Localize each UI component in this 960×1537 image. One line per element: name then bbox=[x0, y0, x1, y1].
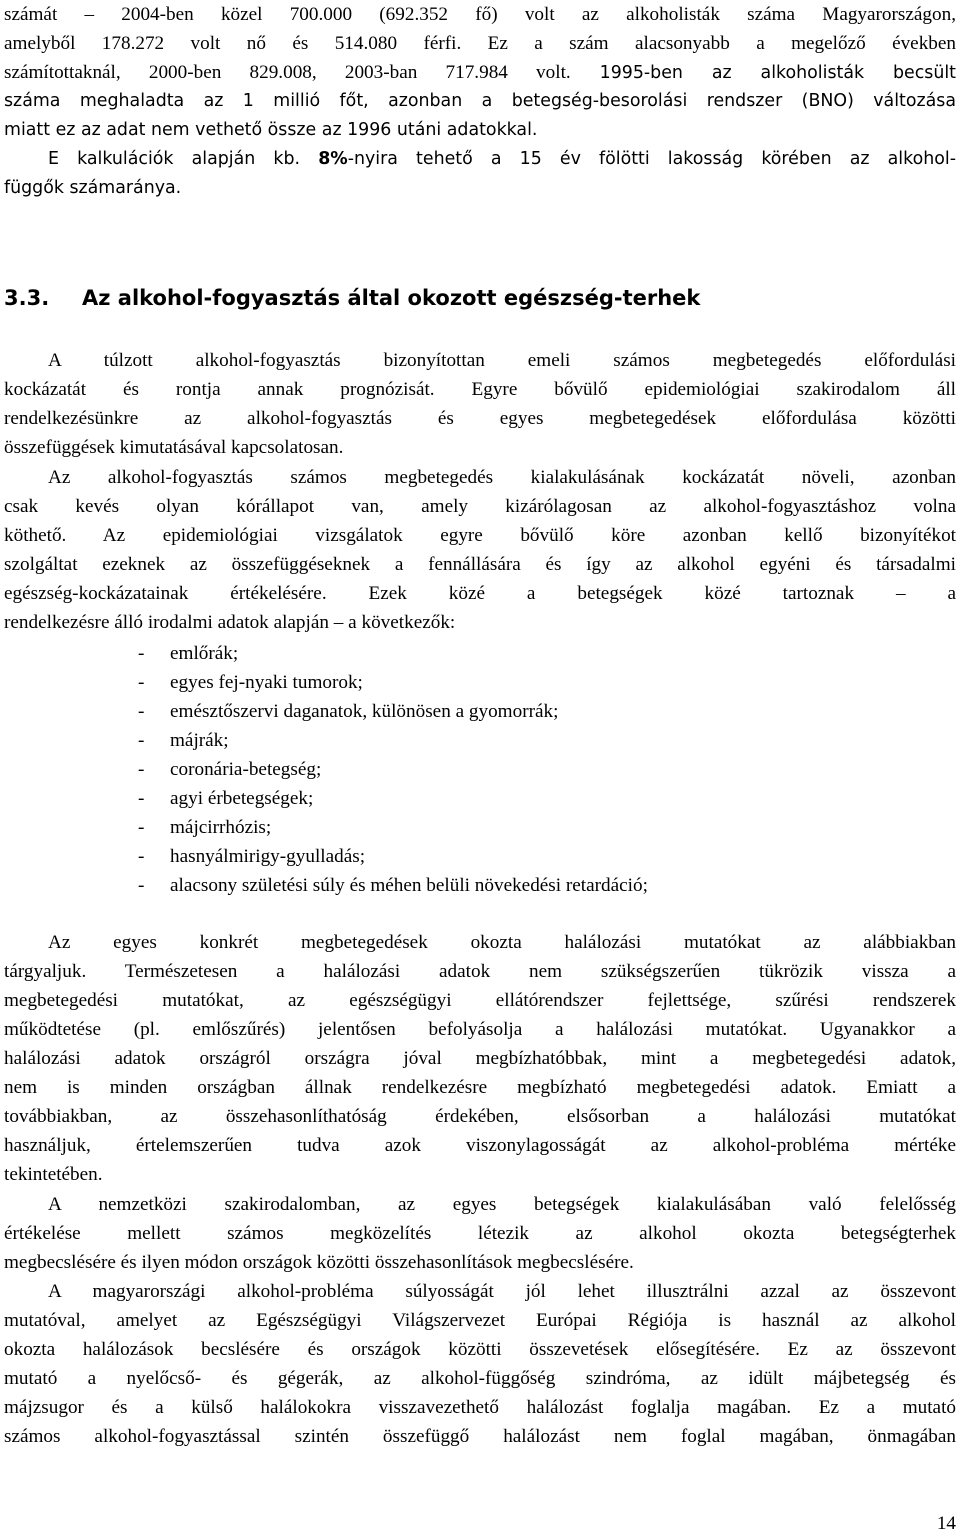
list-dash: - bbox=[138, 817, 145, 838]
paragraph bbox=[4, 463, 956, 637]
text-line: továbbiakban, az összehasonlíthatóság érdekében, elsősorban a halálozási mutatókat bbox=[4, 1106, 956, 1127]
text-line: függők számaránya. bbox=[4, 178, 182, 198]
text-line: megbecslésére és ilyen módon országok közötti összehasonlítások megbecslésére. bbox=[4, 1252, 634, 1273]
text-line: rendelkezésre álló irodalmi adatok alapján – a következők: bbox=[4, 612, 456, 633]
text-line: értékelése mellett számos megközelítés létezik az alkohol okozta betegségterhek bbox=[4, 1223, 956, 1244]
text-line: rendelkezésünkre az alkohol-fogyasztás és egyes megbetegedések előfordulása közötti bbox=[4, 408, 956, 429]
paragraph bbox=[4, 1190, 956, 1277]
paragraph bbox=[4, 346, 956, 462]
text-line: mutatóval, amelyet az Egészségügyi Világszervezet Európai Régiója is használ az alkohol bbox=[4, 1310, 956, 1331]
text-line: halálozási adatok országról országra jóval megbízhatóbbak, mint a megbetegedési adatok, bbox=[4, 1048, 956, 1069]
bold-percentage: 8% bbox=[318, 149, 348, 169]
text-line: A magyarországi alkohol-probléma súlyosságát jól lehet illusztrálni azzal az összevont bbox=[48, 1281, 956, 1302]
list-item bbox=[138, 697, 648, 726]
text-line: száma meghaladta az 1 millió főt, azonban a betegség-besorolási rendszer (BNO) változása bbox=[4, 91, 956, 111]
text-line: számos alkohol-fogyasztással szintén összefüggő halálozást nem foglal magában, önmagában bbox=[4, 1426, 956, 1447]
text-line: nem is minden országban állnak rendelkezésre megbízható megbetegedési adatok. Emiatt a bbox=[4, 1077, 956, 1098]
list-dash: - bbox=[138, 701, 145, 722]
list-dash: - bbox=[138, 730, 145, 751]
text-line: működtetése (pl. emlőszűrés) jelentősen befolyásolja a halálozási mutatókat. Ugyanakkor a bbox=[4, 1019, 956, 1040]
section-number: 3.3. bbox=[4, 286, 50, 310]
list-item-label: egyes fej-nyaki tumorok; bbox=[170, 672, 363, 693]
list-dash: - bbox=[138, 643, 145, 664]
list-item-label: hasnyálmirigy-gyulladás; bbox=[170, 846, 366, 867]
list-item bbox=[138, 784, 648, 813]
list-item-label: coronária-betegség; bbox=[170, 759, 322, 780]
text-line: köthető. Az epidemiológiai vizsgálatok egyre bővülő köre azonban kellő bizonyítékot bbox=[4, 525, 956, 546]
list-item bbox=[138, 813, 648, 842]
text-line: szolgáltat ezeknek az összefüggéseknek a fennállására és így az alkohol egyéni és társadalmi bbox=[4, 554, 956, 575]
list-item bbox=[138, 639, 648, 668]
list-item bbox=[138, 871, 648, 900]
list-item-label: emésztőszervi daganatok, különösen a gyomorrák; bbox=[170, 701, 559, 722]
text-segment: E kalkulációk alapján kb. bbox=[48, 149, 319, 169]
text-line: amelyből 178.272 volt nő és 514.080 férfi. Ez a szám alacsonyabb a megelőző években bbox=[4, 33, 956, 54]
list-item-label: emlőrák; bbox=[170, 643, 239, 664]
list-dash: - bbox=[138, 759, 145, 780]
text-line: Az alkohol-fogyasztás számos megbetegedés kialakulásának kockázatát növeli, azonban bbox=[48, 467, 956, 488]
text-segment: számítottaknál, 2000-ben 829.008, 2003-ban 717.984 volt. bbox=[4, 62, 571, 83]
text-line: tárgyaljuk. Természetesen a halálozási adatok nem szükségszerűen tükrözik vissza a bbox=[4, 961, 956, 982]
text-line: A nemzetközi szakirodalomban, az egyes betegségek kialakulásában való felelősség bbox=[48, 1194, 956, 1215]
list-dash: - bbox=[138, 788, 145, 809]
section-title: Az alkohol-fogyasztás által okozott egészség-terhek bbox=[82, 286, 701, 310]
text-segment: 1995-ben az alkoholisták becsült bbox=[570, 63, 957, 83]
intro-paragraph bbox=[4, 0, 956, 203]
paragraph bbox=[4, 928, 956, 1189]
list-item bbox=[138, 755, 648, 784]
list-dash: - bbox=[138, 875, 145, 896]
list-item-label: agyi érbetegségek; bbox=[170, 788, 314, 809]
text-line: Az egyes konkrét megbetegedések okozta halálozási mutatókat az alábbiakban bbox=[48, 932, 956, 953]
list-item bbox=[138, 668, 648, 697]
text-line: összefüggések kimutatásával kapcsolatosan. bbox=[4, 437, 344, 458]
list-item-label: májrák; bbox=[170, 730, 229, 751]
text-line: A túlzott alkohol-fogyasztás bizonyítottan emeli számos megbetegedés előfordulási bbox=[48, 350, 956, 371]
paragraph bbox=[4, 1277, 956, 1451]
text-line: májzsugor és a külső halálokokra visszavezethető halálozást foglalja magában. Ez a mutató bbox=[4, 1397, 956, 1418]
text-line: mutató a nyelőcső- és gégerák, az alkohol-függőség szindróma, az idült májbetegség és bbox=[4, 1368, 956, 1389]
section-heading bbox=[4, 283, 700, 313]
text-line: miatt ez az adat nem vethető össze az 1996 utáni adatokkal. bbox=[4, 120, 538, 140]
text-line: csak kevés olyan kórállapot van, amely kizárólagosan az alkohol-fogyasztáshoz volna bbox=[4, 496, 956, 517]
text-line bbox=[4, 58, 956, 87]
page-number: 14 bbox=[936, 1513, 956, 1534]
list-item bbox=[138, 726, 648, 755]
text-line: tekintetében. bbox=[4, 1164, 103, 1185]
list-item-label: májcirrhózis; bbox=[170, 817, 272, 838]
text-line: okozta halálozások becslésére és országok közötti összevetések elősegítésére. Ez az összevont bbox=[4, 1339, 956, 1360]
text-line bbox=[4, 145, 956, 174]
list-item-label: alacsony születési súly és méhen belüli növekedési retardáció; bbox=[170, 875, 648, 896]
list-dash: - bbox=[138, 672, 145, 693]
text-line: egészség-kockázatainak értékelésére. Ezek közé a betegségek közé tartoznak – a bbox=[4, 583, 956, 604]
text-segment: -nyira tehető a 15 év fölötti lakosság körében az alkohol- bbox=[347, 149, 956, 169]
list-dash: - bbox=[138, 846, 145, 867]
text-line: kockázatát és rontja annak prognózisát. Egyre bővülő epidemiológiai szakirodalom áll bbox=[4, 379, 956, 400]
text-line: számát – 2004-ben közel 700.000 (692.352 fő) volt az alkoholisták száma Magyarországon, bbox=[4, 4, 956, 25]
disease-list bbox=[138, 639, 648, 900]
text-line: használjuk, értelemszerűen tudva azok viszonylagosságát az alkohol-probléma mértéke bbox=[4, 1135, 956, 1156]
text-line: megbetegedési mutatókat, az egészségügyi ellátórendszer fejlettsége, szűrési rendszerek bbox=[4, 990, 956, 1011]
list-item bbox=[138, 842, 648, 871]
